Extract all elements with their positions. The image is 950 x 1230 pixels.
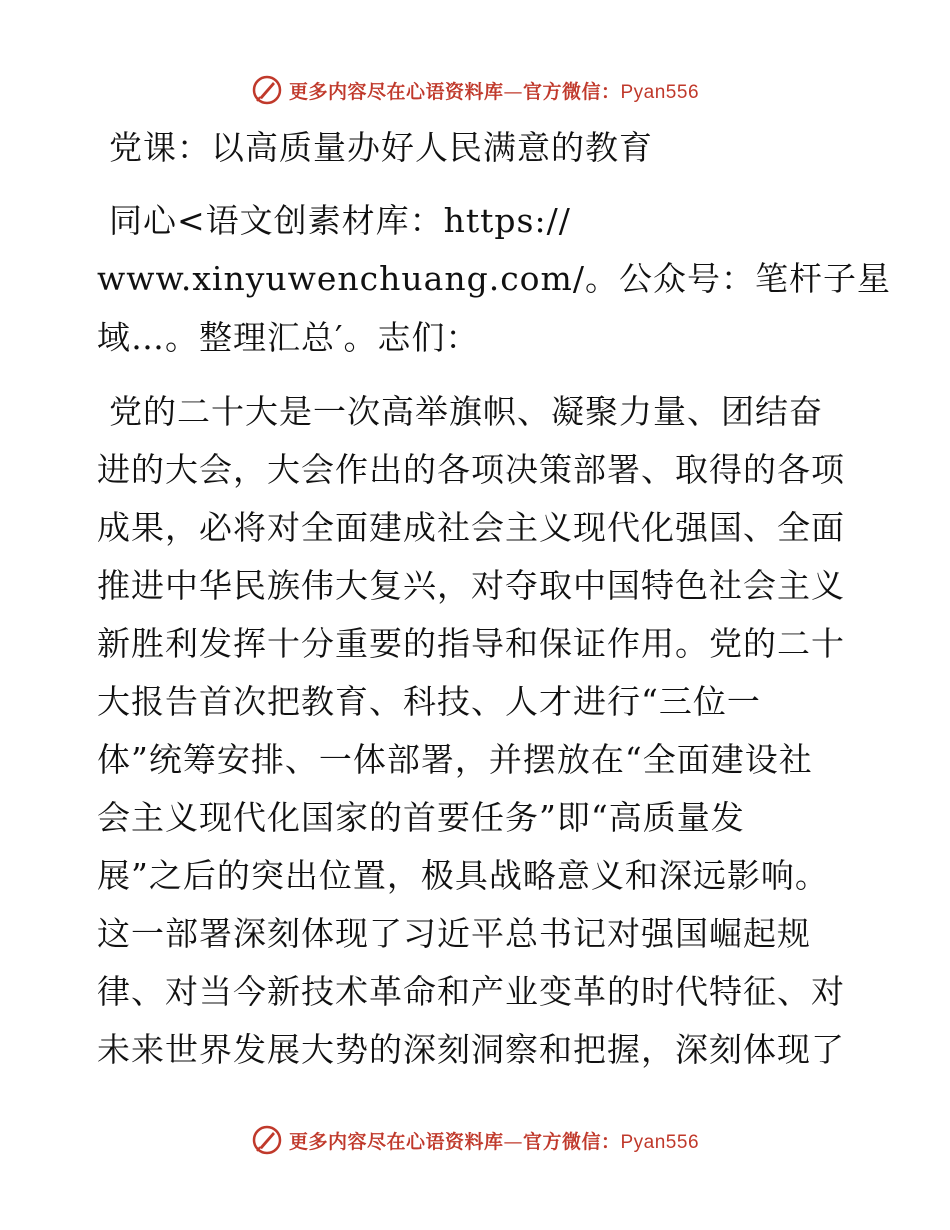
banner-text: 更多内容尽在心语资料库	[288, 1130, 504, 1153]
body-line: 进的大会，大会作出的各项决策部署、取得的各项	[97, 450, 845, 489]
intro-line: 同心<语文创素材库：https://	[109, 201, 571, 240]
body-line: 党的二十大是一次高举旗帜、凝聚力量、团结奋	[109, 392, 823, 431]
banner-dash: —	[503, 80, 523, 103]
banner-wechat-label: 官方微信：	[522, 80, 621, 103]
footer-banner	[0, 1120, 950, 1160]
quill-logo-icon	[251, 74, 283, 106]
banner-account: Pyan556	[620, 1131, 700, 1153]
banner-wechat-label: 官方微信：	[522, 1130, 621, 1153]
page-title: 党课：以高质量办好人民满意的教育	[109, 128, 653, 167]
body-line: 会主义现代化国家的首要任务”即“高质量发	[97, 798, 745, 837]
banner-text: 更多内容尽在心语资料库	[288, 80, 504, 103]
body-line: 新胜利发挥十分重要的指导和保证作用。党的二十	[97, 624, 845, 663]
quill-logo-icon	[251, 1124, 283, 1156]
body-line: 律、对当今新技术革命和产业变革的时代特征、对	[97, 972, 845, 1011]
banner-account: Pyan556	[620, 81, 700, 103]
body-line: 展”之后的突出位置，极具战略意义和深远影响。	[97, 856, 829, 895]
intro-line: 域…。整理汇总′。志们：	[97, 318, 480, 357]
body-line: 大报告首次把教育、科技、人才进行“三位一	[97, 682, 761, 721]
body-line: 体”统筹安排、一体部署，并摆放在“全面建设社	[97, 740, 813, 779]
banner-text-group	[289, 77, 699, 104]
intro-line: www.xinyuwenchuang.com/。公众号：笔杆子星	[97, 259, 891, 298]
header-banner	[0, 70, 950, 110]
banner-text-group	[289, 1127, 699, 1154]
body-line: 这一部署深刻体现了习近平总书记对强国崛起规	[97, 914, 811, 953]
body-line: 未来世界发展大势的深刻洞察和把握，深刻体现了	[97, 1030, 845, 1069]
body-line: 成果，必将对全面建成社会主义现代化强国、全面	[97, 508, 845, 547]
body-line: 推进中华民族伟大复兴，对夺取中国特色社会主义	[97, 566, 845, 605]
banner-dash: —	[503, 1130, 523, 1153]
